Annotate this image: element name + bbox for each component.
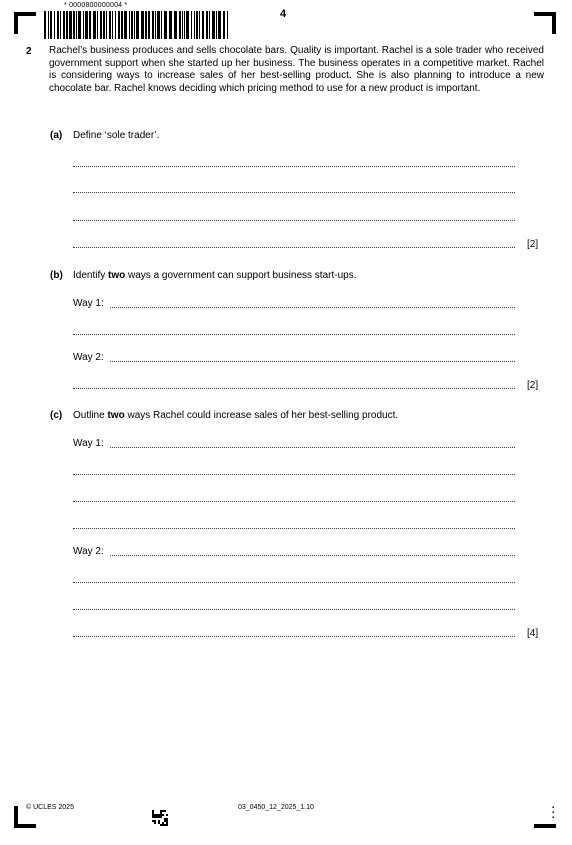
answer-line[interactable] [73,582,515,583]
part-c-way2-label: Way 2: [73,546,104,557]
answer-line[interactable] [110,555,515,556]
answer-line[interactable] [73,528,515,529]
corner-mark-bottom-right [534,824,556,828]
barcode-number: * 0000800000004 * [64,2,128,9]
answer-line[interactable] [73,388,515,389]
answer-line[interactable] [73,166,515,167]
answer-line[interactable] [73,192,515,193]
answer-line[interactable] [73,220,515,221]
part-b-way2-label: Way 2: [73,352,104,363]
part-b-label: (b) [50,270,63,281]
answer-line[interactable] [110,447,515,448]
part-b-question: Identify two ways a government can support business start-ups. [73,270,357,281]
answer-line[interactable] [73,636,515,637]
paper-code: 03_0450_12_2025_1.10 [238,804,314,811]
part-a-question: Define ‘sole trader’. [73,130,160,141]
answer-line[interactable] [73,247,515,248]
page-number: 4 [280,8,287,20]
answer-line[interactable] [73,474,515,475]
corner-mark-top-left [14,12,18,34]
part-b-marks: [2] [527,380,539,391]
part-c-label: (c) [50,410,63,421]
corner-mark-top-right [552,12,556,34]
question-number: 2 [26,46,32,57]
question-intro: Rachel’s business produces and sells chocolate bars. Quality is important. Rachel is a sole trader who received government support when she started up her business. The business operates in a competitive market. Rachel is considering ways to increase sales of her best-selling product. She is also planning to introduce a new chocolate bar. Rachel knows deciding which pricing method to use for a new product is important. [49,45,544,94]
qr-code-icon [152,810,168,826]
margin-tick-marks: ▪ ▪ ▪ [552,805,555,821]
part-c-question: Outline two ways Rachel could increase sales of her best-selling product. [73,410,399,421]
part-a-marks: [2] [527,239,539,250]
part-c-marks: [4] [527,628,539,639]
answer-line[interactable] [110,307,515,308]
answer-line[interactable] [73,501,515,502]
barcode-icon [44,11,230,39]
corner-mark-bottom-left [14,824,36,828]
part-b-way1-label: Way 1: [73,298,104,309]
answer-line[interactable] [73,334,515,335]
part-c-way1-label: Way 1: [73,438,104,449]
copyright-text: © UCLES 2025 [26,804,74,811]
answer-line[interactable] [73,609,515,610]
part-a-label: (a) [50,130,63,141]
answer-line[interactable] [110,361,515,362]
